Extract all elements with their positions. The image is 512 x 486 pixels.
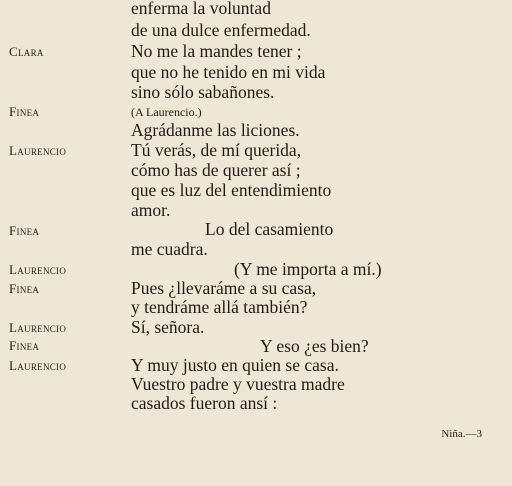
speaker-name: Finea (9, 104, 40, 119)
verse-line: Y muy justo en quien se casa. (131, 355, 339, 375)
verse-line: Agrádanme las liciones. (131, 120, 300, 140)
verse-line: que es luz del entendimiento (131, 180, 332, 200)
verse-line: que no he tenido en mi vida (131, 62, 326, 82)
verse-line: Vuestro padre y vuestra madre (131, 374, 345, 394)
verse-line: Sí, señora. (131, 317, 205, 337)
speaker-name: Clara (9, 44, 44, 59)
speaker-name: Laurencio (9, 262, 67, 277)
page-folio: Niña.—3 (441, 428, 482, 440)
verse-line: sino sólo sabañones. (131, 82, 275, 102)
verse-line: de una dulce enfermedad. (131, 20, 311, 40)
verse-line: Lo del casamiento (205, 219, 334, 239)
verse-line: No me la mandes tener ; (131, 41, 302, 61)
verse-line: y tendráme allá también? (131, 297, 308, 317)
verse-line: cómo has de querer así ; (131, 160, 301, 180)
verse-line: (Y me importa a mí.) (234, 259, 382, 279)
verse-line: casados fueron ansí : (131, 393, 278, 413)
verse-line: me cuadra. (131, 239, 208, 259)
verse-line: Tú verás, de mí querida, (131, 140, 302, 160)
stage-direction: (A Laurencio.) (131, 105, 202, 119)
verse-line: amor. (131, 200, 171, 220)
verse-line: Y eso ¿es bien? (260, 336, 369, 356)
speaker-name: Laurencio (9, 143, 67, 158)
speaker-name: Laurencio (9, 358, 67, 373)
speaker-name: Finea (9, 281, 40, 296)
speaker-name: Finea (9, 223, 40, 238)
speaker-name: Finea (9, 338, 40, 353)
speaker-name: Laurencio (9, 320, 67, 335)
verse-line: enferma la voluntad (131, 0, 271, 18)
verse-line: Pues ¿llevaráme a su casa, (131, 278, 317, 298)
